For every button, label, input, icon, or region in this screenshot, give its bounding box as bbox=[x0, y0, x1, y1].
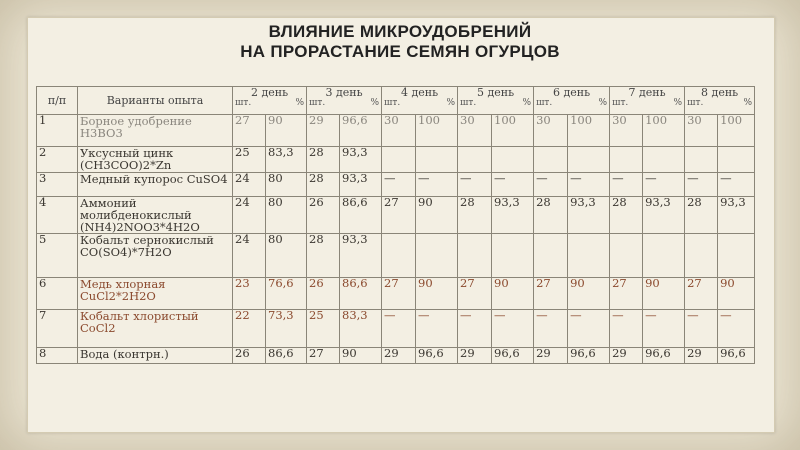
percent-cell: 80 bbox=[266, 197, 307, 234]
count-cell: — bbox=[382, 310, 416, 348]
unit-pct: % bbox=[743, 98, 753, 108]
percent-cell bbox=[718, 234, 755, 278]
percent-cell: 100 bbox=[718, 115, 755, 147]
row-number: 7 bbox=[37, 310, 78, 348]
header-row bbox=[37, 87, 755, 115]
header-num: п/п bbox=[37, 87, 78, 115]
count-cell bbox=[610, 147, 643, 173]
header-variant: Варианты опыта bbox=[78, 87, 233, 115]
unit-count: шт. bbox=[235, 98, 252, 108]
unit-count: шт. bbox=[460, 98, 477, 108]
unit-count: шт. bbox=[687, 98, 704, 108]
percent-cell: 100 bbox=[643, 115, 685, 147]
unit-count: шт. bbox=[309, 98, 326, 108]
row-number: 1 bbox=[37, 115, 78, 147]
count-cell bbox=[685, 234, 718, 278]
header-day bbox=[458, 87, 534, 115]
percent-cell: 83,3 bbox=[340, 310, 382, 348]
count-cell: 28 bbox=[458, 197, 492, 234]
table-row bbox=[37, 173, 755, 197]
unit-count: шт. bbox=[384, 98, 401, 108]
row-number: 8 bbox=[37, 348, 78, 364]
percent-cell: 90 bbox=[340, 348, 382, 364]
count-cell: 27 bbox=[534, 278, 568, 310]
row-number: 4 bbox=[37, 197, 78, 234]
day-label: 7 день bbox=[628, 86, 666, 99]
count-cell bbox=[534, 234, 568, 278]
unit-pct: % bbox=[370, 98, 380, 108]
variant-name: Медь хлорная CuCl2*2H2O bbox=[78, 278, 233, 310]
count-cell: 22 bbox=[233, 310, 266, 348]
percent-cell bbox=[568, 234, 610, 278]
percent-cell: 100 bbox=[568, 115, 610, 147]
percent-cell bbox=[492, 147, 534, 173]
percent-cell: 96,6 bbox=[340, 115, 382, 147]
percent-cell bbox=[416, 234, 458, 278]
percent-cell: 90 bbox=[568, 278, 610, 310]
table-row bbox=[37, 348, 755, 364]
count-cell: 27 bbox=[382, 278, 416, 310]
day-label: 8 день bbox=[701, 86, 739, 99]
count-cell: 26 bbox=[307, 278, 340, 310]
count-cell: 27 bbox=[685, 278, 718, 310]
percent-cell: 96,6 bbox=[643, 348, 685, 364]
count-cell bbox=[610, 234, 643, 278]
count-cell: 29 bbox=[610, 348, 643, 364]
percent-cell: 93,3 bbox=[568, 197, 610, 234]
percent-cell: 86,6 bbox=[340, 278, 382, 310]
unit-pct: % bbox=[522, 98, 532, 108]
header-day bbox=[610, 87, 685, 115]
percent-cell: — bbox=[643, 310, 685, 348]
percent-cell: — bbox=[492, 310, 534, 348]
count-cell: 26 bbox=[307, 197, 340, 234]
count-cell: — bbox=[534, 173, 568, 197]
header-day bbox=[307, 87, 382, 115]
header-day bbox=[685, 87, 755, 115]
count-cell: 24 bbox=[233, 197, 266, 234]
count-cell: 27 bbox=[382, 197, 416, 234]
percent-cell: 76,6 bbox=[266, 278, 307, 310]
count-cell: — bbox=[458, 173, 492, 197]
count-cell: 30 bbox=[458, 115, 492, 147]
title-line-1: ВЛИЯНИЕ МИКРОУДОБРЕНИЙ bbox=[268, 22, 532, 41]
count-cell: — bbox=[685, 310, 718, 348]
unit-pct: % bbox=[598, 98, 608, 108]
count-cell: 30 bbox=[382, 115, 416, 147]
count-cell: 27 bbox=[610, 278, 643, 310]
unit-count: шт. bbox=[536, 98, 553, 108]
count-cell: — bbox=[610, 173, 643, 197]
count-cell: 24 bbox=[233, 173, 266, 197]
percent-cell: 90 bbox=[718, 278, 755, 310]
variant-name: Медный купорос CuSO4 bbox=[78, 173, 233, 197]
percent-cell: 100 bbox=[492, 115, 534, 147]
table-row bbox=[37, 147, 755, 173]
percent-cell: 90 bbox=[643, 278, 685, 310]
row-number: 2 bbox=[37, 147, 78, 173]
count-cell: 28 bbox=[610, 197, 643, 234]
percent-cell: 93,3 bbox=[340, 147, 382, 173]
table-body bbox=[37, 115, 755, 364]
count-cell: 25 bbox=[233, 147, 266, 173]
table-row bbox=[37, 115, 755, 147]
percent-cell bbox=[643, 147, 685, 173]
count-cell: 27 bbox=[233, 115, 266, 147]
percent-cell: 83,3 bbox=[266, 147, 307, 173]
percent-cell bbox=[492, 234, 534, 278]
percent-cell: 80 bbox=[266, 234, 307, 278]
count-cell bbox=[685, 147, 718, 173]
unit-pct: % bbox=[295, 98, 305, 108]
count-cell: 28 bbox=[534, 197, 568, 234]
variant-name: Уксусный цинк (CH3COO)2*Zn bbox=[78, 147, 233, 173]
percent-cell: — bbox=[416, 310, 458, 348]
header-day bbox=[233, 87, 307, 115]
title-line-2: НА ПРОРАСТАНИЕ СЕМЯН ОГУРЦОВ bbox=[240, 42, 560, 61]
count-cell bbox=[458, 234, 492, 278]
percent-cell: 86,6 bbox=[340, 197, 382, 234]
count-cell: 28 bbox=[307, 147, 340, 173]
count-cell bbox=[382, 234, 416, 278]
unit-count: шт. bbox=[612, 98, 629, 108]
percent-cell: 93,3 bbox=[340, 173, 382, 197]
day-label: 3 день bbox=[325, 86, 363, 99]
count-cell: — bbox=[685, 173, 718, 197]
day-label: 6 день bbox=[553, 86, 591, 99]
percent-cell: 93,3 bbox=[492, 197, 534, 234]
count-cell: — bbox=[458, 310, 492, 348]
count-cell: 28 bbox=[685, 197, 718, 234]
count-cell: 26 bbox=[233, 348, 266, 364]
percent-cell: 80 bbox=[266, 173, 307, 197]
header-day bbox=[382, 87, 458, 115]
percent-cell bbox=[718, 147, 755, 173]
page-title bbox=[0, 22, 800, 62]
percent-cell: — bbox=[568, 310, 610, 348]
day-label: 4 день bbox=[400, 86, 439, 99]
variant-name: Борное удобрение H3BO3 bbox=[78, 115, 233, 147]
variant-name: Вода (контрн.) bbox=[78, 348, 233, 364]
count-cell: 29 bbox=[382, 348, 416, 364]
percent-cell: 96,6 bbox=[416, 348, 458, 364]
unit-pct: % bbox=[673, 98, 683, 108]
variant-name: Кобальт сернокислый CO(SO4)*7H2O bbox=[78, 234, 233, 278]
percent-cell: 73,3 bbox=[266, 310, 307, 348]
percent-cell: — bbox=[643, 173, 685, 197]
percent-cell bbox=[416, 147, 458, 173]
count-cell: 28 bbox=[307, 234, 340, 278]
percent-cell: — bbox=[718, 310, 755, 348]
count-cell: 29 bbox=[685, 348, 718, 364]
row-number: 5 bbox=[37, 234, 78, 278]
count-cell bbox=[458, 147, 492, 173]
day-label: 5 день bbox=[477, 86, 515, 99]
count-cell bbox=[382, 147, 416, 173]
row-number: 6 bbox=[37, 278, 78, 310]
count-cell: 28 bbox=[307, 173, 340, 197]
percent-cell bbox=[643, 234, 685, 278]
day-label: 2 день bbox=[250, 86, 289, 99]
count-cell: 29 bbox=[534, 348, 568, 364]
count-cell: 24 bbox=[233, 234, 266, 278]
percent-cell: 96,6 bbox=[492, 348, 534, 364]
percent-cell: 90 bbox=[416, 197, 458, 234]
percent-cell: 93,3 bbox=[643, 197, 685, 234]
variant-name: Кобальт хлористый CoCl2 bbox=[78, 310, 233, 348]
percent-cell: 90 bbox=[266, 115, 307, 147]
percent-cell: 86,6 bbox=[266, 348, 307, 364]
count-cell: 25 bbox=[307, 310, 340, 348]
percent-cell: 96,6 bbox=[718, 348, 755, 364]
count-cell: 30 bbox=[610, 115, 643, 147]
table-row bbox=[37, 234, 755, 278]
count-cell: 23 bbox=[233, 278, 266, 310]
percent-cell bbox=[568, 147, 610, 173]
percent-cell: 93,3 bbox=[718, 197, 755, 234]
unit-pct: % bbox=[446, 98, 456, 108]
variant-name: Аммоний молибденокислый (NH4)2NOO3*4H2O bbox=[78, 197, 233, 234]
table-row bbox=[37, 278, 755, 310]
count-cell: 29 bbox=[458, 348, 492, 364]
count-cell: — bbox=[534, 310, 568, 348]
count-cell: 27 bbox=[307, 348, 340, 364]
percent-cell: — bbox=[568, 173, 610, 197]
count-cell: 29 bbox=[307, 115, 340, 147]
results-table bbox=[36, 86, 755, 364]
count-cell bbox=[534, 147, 568, 173]
count-cell: — bbox=[382, 173, 416, 197]
count-cell: 27 bbox=[458, 278, 492, 310]
percent-cell: — bbox=[492, 173, 534, 197]
count-cell: 30 bbox=[685, 115, 718, 147]
table-row bbox=[37, 197, 755, 234]
percent-cell: 100 bbox=[416, 115, 458, 147]
percent-cell: 93,3 bbox=[340, 234, 382, 278]
percent-cell: 90 bbox=[492, 278, 534, 310]
count-cell: — bbox=[610, 310, 643, 348]
percent-cell: 90 bbox=[416, 278, 458, 310]
table-row bbox=[37, 310, 755, 348]
percent-cell: 96,6 bbox=[568, 348, 610, 364]
row-number: 3 bbox=[37, 173, 78, 197]
header-day bbox=[534, 87, 610, 115]
count-cell: 30 bbox=[534, 115, 568, 147]
percent-cell: — bbox=[718, 173, 755, 197]
percent-cell: — bbox=[416, 173, 458, 197]
